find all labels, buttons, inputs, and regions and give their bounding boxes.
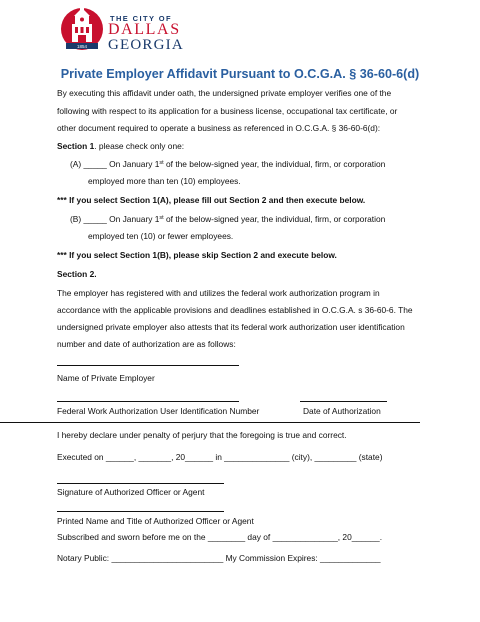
option-b-line-1 bbox=[70, 214, 385, 225]
intro-line-1: By executing this affidavit under oath, the undersigned private employer verifies one of the bbox=[57, 88, 392, 98]
section2-heading: Section 2. bbox=[57, 269, 97, 279]
logo-year: 1854 bbox=[76, 44, 88, 49]
option-b-text: On January 1 bbox=[109, 214, 160, 224]
option-a-line-2: employed more than ten (10) employees. bbox=[88, 176, 241, 186]
option-b-text-post: of the below-signed year, the individual, firm, or corporation bbox=[163, 214, 386, 224]
note-b: *** If you select Section 1(B), please skip Section 2 and execute below. bbox=[57, 250, 337, 260]
option-a-sup: st bbox=[159, 160, 164, 166]
option-a-text: On January 1 bbox=[109, 159, 160, 169]
note-a: *** If you select Section 1(A), please fill out Section 2 and then execute below. bbox=[57, 195, 366, 205]
section2-line-1: The employer has registered with and utilizes the federal work authorization program in bbox=[57, 288, 380, 298]
option-b-blank[interactable]: _____ bbox=[83, 214, 107, 224]
employer-name-label: Name of Private Employer bbox=[57, 373, 155, 383]
option-b-sup: st bbox=[159, 215, 164, 221]
notary-line[interactable]: Notary Public: ________________________ My Commission Expires: _____________ bbox=[57, 553, 381, 563]
employer-name-field[interactable] bbox=[57, 365, 239, 366]
logo-line-3: GEORGIA bbox=[108, 37, 184, 53]
option-a-label: (A) bbox=[70, 159, 82, 169]
logo-line-2: DALLAS bbox=[108, 21, 181, 38]
city-logo bbox=[60, 4, 185, 56]
option-a-text-post: of the below-signed year, the individual, firm, or corporation bbox=[163, 159, 386, 169]
option-b-label: (B) bbox=[70, 214, 82, 224]
signature-label: Signature of Authorized Officer or Agent bbox=[57, 487, 205, 497]
page-title: Private Employer Affidavit Pursuant to O.C.G.A. § 36-60-6(d) bbox=[60, 67, 420, 81]
option-a-line-1 bbox=[70, 159, 385, 170]
intro-line-3: other document required to operate a business as referenced in O.C.G.A. § 36-60-6(d): bbox=[57, 123, 381, 133]
section1-heading-bold: Section 1 bbox=[57, 141, 95, 151]
printed-name-label: Printed Name and Title of Authorized Officer or Agent bbox=[57, 516, 254, 526]
declaration-text: I hereby declare under penalty of perjury that the foregoing is true and correct. bbox=[57, 430, 347, 440]
sworn-line[interactable]: Subscribed and sworn before me on the ________ day of ______________, 20______. bbox=[57, 532, 383, 542]
courthouse-seal-icon bbox=[60, 4, 104, 54]
option-a-blank[interactable]: _____ bbox=[83, 159, 107, 169]
section2-line-3: undersigned private employer also attests that its federal work authorization user identification bbox=[57, 322, 405, 332]
executed-on-line[interactable]: Executed on ______, _______, 20______ in ______________ (city), _________ (state) bbox=[57, 452, 383, 462]
signature-field[interactable] bbox=[57, 483, 224, 484]
logo-line-1: THE CITY OF bbox=[110, 14, 172, 23]
section2-line-4: number and date of authorization are as follows: bbox=[57, 339, 236, 349]
section2-line-2: accordance with the applicable provisions and deadlines established in O.C.G.A. s 36-60-6. The bbox=[57, 305, 413, 315]
printed-name-field[interactable] bbox=[57, 511, 224, 512]
authorization-date-field[interactable] bbox=[300, 401, 387, 402]
section1-heading-rest: . please check only one: bbox=[94, 141, 185, 151]
section-divider bbox=[0, 422, 420, 423]
authorization-date-label: Date of Authorization bbox=[303, 406, 381, 416]
section1-heading bbox=[57, 141, 184, 152]
user-id-field[interactable] bbox=[57, 401, 239, 402]
option-b-line-2: employed ten (10) or fewer employees. bbox=[88, 231, 234, 241]
intro-line-2: following with respect to its application for a business license, occupational tax certificate, or bbox=[57, 106, 398, 116]
user-id-label: Federal Work Authorization User Identification Number bbox=[57, 406, 260, 416]
